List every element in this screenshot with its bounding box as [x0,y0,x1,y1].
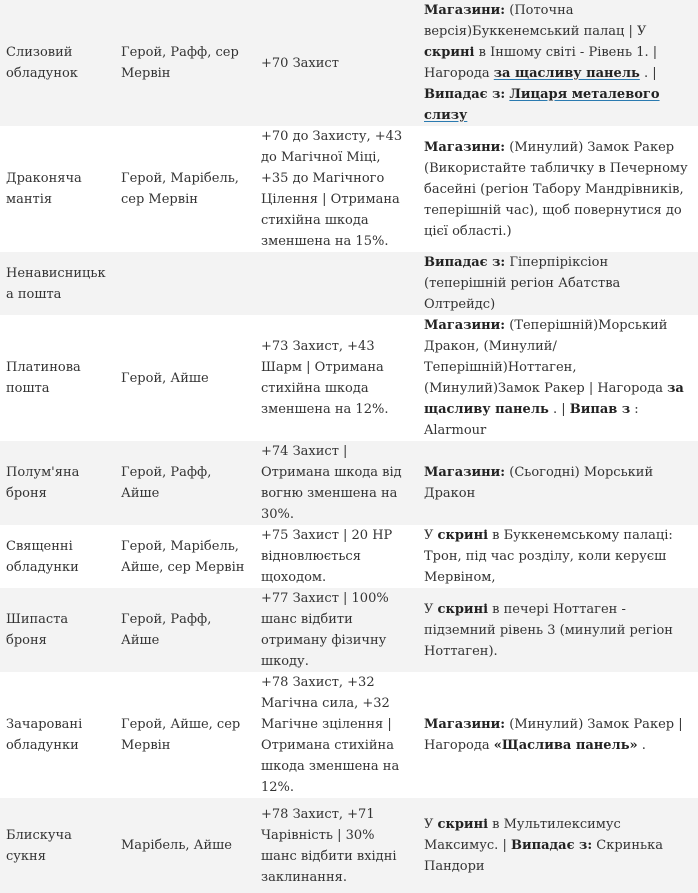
chest-label: скрині [437,601,489,617]
drops-label: Випадає з: [424,87,506,102]
location-text: У [424,528,438,543]
item-users: Герой, Рафф, Айше [115,588,255,672]
table-row [0,252,698,315]
shops-label: Магазини: [424,139,506,155]
shops-label: Магазини: [424,318,506,333]
location-text: Гіперпіріксіон (теперішній регіон Абатства Олтрейдс) [424,255,621,312]
item-users: Герой, Айше, сер Мервін [115,672,255,798]
item-stats: +75 Захист | 20 HP відновлюється щоходом. [255,525,418,588]
item-users: Герой, Айше [115,315,255,441]
item-stats: +78 Захист, +71 Чарівність | 30% шанс відбити вхідні заклинання. [255,798,418,893]
item-location [418,252,698,315]
lucky-panel-link[interactable]: за щасливу панель [493,66,640,81]
metal-slime-knight-link[interactable]: Лицаря металевого слизу [424,87,660,123]
item-users: Герой, Рафф, Айше [115,441,255,525]
location-text: в печері Ноттаген - підземний рівень 3 (минулий регіон Ноттаген). [424,601,673,659]
shops-label: Магазини: [424,465,506,480]
lucky-panel-label: «Щаслива панель» [493,738,638,753]
lucky-panel-label: за щасливу панель [424,381,684,417]
item-location [418,0,698,126]
table-row [0,315,698,441]
shops-label: Магазини: [424,717,506,732]
table-row [0,798,698,893]
location-text: . | [639,66,657,81]
chest-label: скрині [437,528,489,543]
item-location [418,441,698,525]
item-location [418,588,698,672]
chest-label: скрині [437,817,489,832]
table-row [0,441,698,525]
chest-label: скрині [424,45,475,60]
table-row [0,525,698,588]
item-stats: +78 Захист, +32 Магічна сила, +32 Магічне зцілення | Отримана стихійна шкода зменшена на 12%. [255,672,418,798]
item-name: Слизовий обладунок [0,0,115,126]
item-name: Блискуча сукня [0,798,115,893]
item-users [115,252,255,315]
location-text: (Минулий) Замок Ракер (Використайте табличку в Печерному басейні (регіон Табору Мандрівників, теперішній час), щоб повернутися до цієї області.) [424,139,688,239]
location-text: . | [548,402,570,417]
item-stats: +77 Захист | 100% шанс відбити отриману фізичну шкоду. [255,588,418,672]
location-text: Скринька Пандори [424,838,663,874]
item-stats: +70 до Захисту, +43 до Магічної Міці, +35 до Магічного Цілення | Отримана стихійна шкода зменшена на 15%. [255,126,418,252]
item-location [418,672,698,798]
item-name: Ненависницька пошта [0,252,115,315]
item-users: Герой, Марібель, Айше, сер Мервін [115,525,255,588]
item-name: Шипаста броня [0,588,115,672]
item-location [418,315,698,441]
location-text: У [424,601,438,617]
location-text: в Буккенемському палаці: Трон, під час розділу, коли керуєш Мервіном, [424,528,673,585]
item-users: Марібель, Айше [115,798,255,893]
table-row [0,588,698,672]
location-text: . [637,738,646,753]
item-stats [255,252,418,315]
location-text: (Минулий) Замок Ракер | Нагорода [424,717,683,753]
table-row [0,126,698,252]
location-text: (Поточна версія)Буккенемський палац | У [424,3,647,39]
location-text: (Сьогодні) Морський Дракон [424,465,654,501]
shops-label: Магазини: [424,3,506,18]
item-name: Зачаровані обладунки [0,672,115,798]
location-text: У [424,817,438,832]
table-row [0,0,698,126]
drops-label: Випадає з: [510,838,593,853]
location-text: : Alarmour [424,402,639,438]
item-location [418,126,698,252]
location-text: в Іншому світі - Рівень 1. | Нагорода [424,45,658,81]
item-stats: +70 Захист [255,0,418,126]
drops-label: Випадає з: [424,255,506,270]
item-name: Платинова пошта [0,315,115,441]
table-row [0,672,698,798]
item-name: Драконяча мантія [0,126,115,252]
item-stats: +73 Захист, +43 Шарм | Отримана стихійна шкода зменшена на 12%. [255,315,418,441]
item-users: Герой, Марібель, сер Мервін [115,126,255,252]
drops-label: Випав з [569,402,631,417]
item-name: Священні обладунки [0,525,115,588]
location-text: (Теперішній)Морський Дракон, (Минулий/Теперішній)Ноттаген, (Минулий)Замок Ракер | Нагорода [424,318,668,396]
item-name: Полум'яна броня [0,441,115,525]
item-stats: +74 Захист | Отримана шкода від вогню зменшена на 30%. [255,441,418,525]
item-users: Герой, Рафф, сер Мервін [115,0,255,126]
item-location [418,525,698,588]
item-location [418,798,698,893]
location-text: в Мультилексимус Максимус. | [424,817,621,853]
